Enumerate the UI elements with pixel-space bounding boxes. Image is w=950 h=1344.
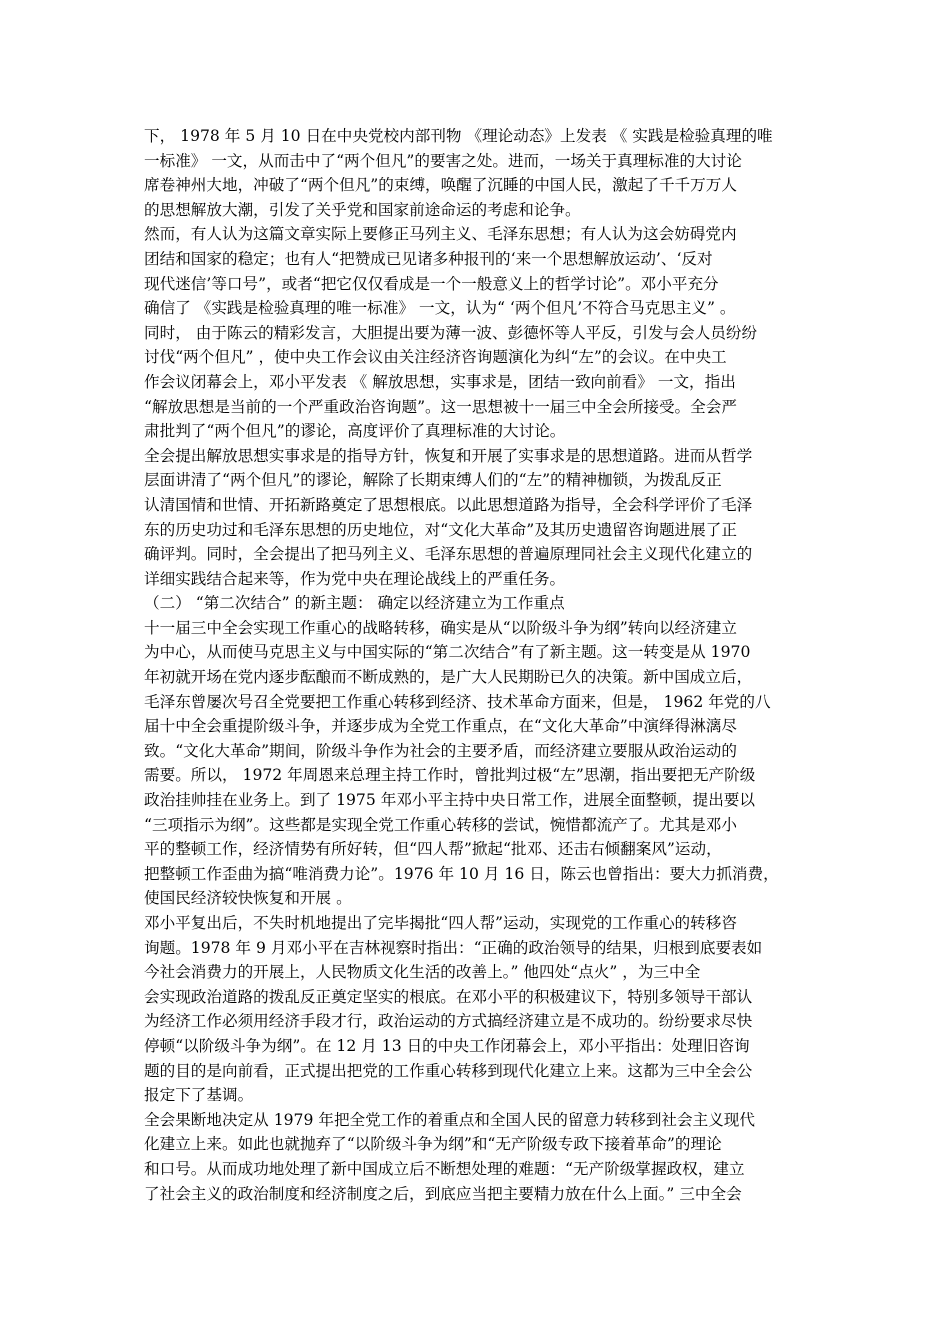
text-line: “三项指示为纲”。这些都是实现全党工作重心转移的尝试，惋惜都流产了。尤其是邓小 xyxy=(144,815,737,834)
text-line: 席卷神州大地，冲破了“两个但凡”的束缚，唤醒了沉睡的中国人民，激起了千千万万人 xyxy=(144,176,737,195)
text-line: （二） “第二次结合” 的新主题： 确定以经济建立为工作重点 xyxy=(144,594,565,613)
text-line: 化建立上来。如此也就抛弃了“以阶级斗争为纲”和“无产阶级专政下接着革命”的理论 xyxy=(144,1135,722,1154)
text-line: 和口号。从而成功地处理了新中国成立后不断想处理的难题：“无产阶级掌握政权，建立 xyxy=(144,1159,745,1178)
text-line: 十一届三中全会实现工作重心的战略转移，确实是从“以阶级斗争为纲”转向以经济建立 xyxy=(144,618,737,637)
text-line: 东的历史功过和毛泽东思想的历史地位，对“文化大革命”及其历史遗留咨询题进展了正 xyxy=(144,520,737,539)
text-line: 为中心，从而使马克思主义与中国实际的“第二次结合”有了新主题。这一转变是从 1970 xyxy=(144,643,751,662)
text-line: 层面讲清了“两个但凡”的谬论，解除了长期束缚人们的“左”的精神枷锁，为拨乱反正 xyxy=(144,471,722,490)
text-line: 毛泽东曾屡次号召全党要把工作重心转移到经济、技术革命方面来，但是， 1962 年党的八 xyxy=(144,692,771,711)
text-line: 的思想解放大潮，引发了关乎党和国家前途命运的考虑和论争。 xyxy=(144,200,581,219)
text-line: 确信了 《实践是检验真理的唯一标准》 一文，认为“ ‘两个但凡’不符合马克思主义” 。 xyxy=(144,299,736,318)
text-line: 把整顿工作歪曲为搞“唯消费力论”。1976 年 10 月 16 日，陈云也曾指出：要大力抓消费， xyxy=(144,864,779,883)
text-line: 讨伐“两个但凡” ，使中央工作会议由关注经济咨询题演化为纠“左”的会议。在中央工 xyxy=(144,348,727,367)
text-line: 题的目的是向前看，正式提出把党的工作重心转移到现代化建立上来。这都为三中全会公 xyxy=(144,1061,753,1080)
text-line: 邓小平复出后，不失时机地提出了完毕揭批“四人帮”运动，实现党的工作重心的转移咨 xyxy=(144,914,737,932)
text-line: 现代迷信’等口号”，或者“把它仅仅看成是一个一般意义上的哲学讨论”。邓小平充分 xyxy=(144,274,719,293)
text-line: 政治挂帅挂在业务上。到了 1975 年邓小平主持中央日常工作，进展全面整顿，提出要以 xyxy=(144,791,755,810)
text-line: 平的整顿工作，经济情势有所好转，但“四人帮”掀起“批邓、还击右倾翻案风”运动， xyxy=(144,840,722,859)
text-line: 全会提出解放思想实事求是的指导方针，恢复和开展了实事求是的思想道路。进而从哲学 xyxy=(144,446,753,465)
text-line: 了社会主义的政治制度和经济制度之后，到底应当把主要精力放在什么上面。” 三中全会 xyxy=(144,1184,742,1203)
text-line: 致。“文化大革命”期间，阶级斗争作为社会的主要矛盾，而经济建立要服从政治运动的 xyxy=(144,741,737,760)
document-body xyxy=(144,124,814,1206)
text-line: 然而，有人认为这篇文章实际上要修正马列主义、毛泽东思想；有人认为这会妨碍党内 xyxy=(144,225,737,244)
text-line: 询题。1978 年 9 月邓小平在吉林视察时指出：“正确的政治领导的结果，归根到底要表如 xyxy=(144,938,763,957)
text-line: 使国民经济较快恢复和开展 。 xyxy=(144,889,352,908)
text-line: 同时， 由于陈云的精彩发言，大胆提出要为薄一波、彭德怀等人平反，引发与会人员纷纷 xyxy=(144,323,758,342)
text-line: 需要。所以， 1972 年周恩来总理主持工作时，曾批判过极“左”思潮，指出要把无产阶级 xyxy=(144,766,756,785)
text-line: 认清国情和世情、开拓新路奠定了思想根底。以此思想道路为指导，全会科学评价了毛泽 xyxy=(144,495,753,514)
text-line: 为经济工作必须用经济手段才行，政治运动的方式搞经济建立是不成功的。纷纷要求尽快 xyxy=(144,1012,753,1031)
text-line: 下， 1978 年 5 月 10 日在中央党校内部刊物 《理论动态》上发表 《 实践是检验真理的唯 xyxy=(144,127,773,145)
text-line: “解放思想是当前的一个严重政治咨询题”。这一思想被十一届三中全会所接受。全会严 xyxy=(144,397,737,416)
text-line: 全会果断地决定从 1979 年把全党工作的着重点和全国人民的留意力转移到社会主义现代 xyxy=(144,1110,755,1129)
text-line: 今社会消费力的开展上，人民物质文化生活的改善上。” 他四处“点火” ，为三中全 xyxy=(144,963,701,982)
text-line: 停顿“以阶级斗争为纲”。在 12 月 13 日的中央工作闭幕会上，邓小平指出：处理旧咨询 xyxy=(144,1036,750,1055)
text-line: 详细实践结合起来等，作为党中央在理论战线上的严重任务。 xyxy=(144,569,566,588)
text-line: 届十中全会重提阶级斗争，并逐步成为全党工作重点，在“文化大革命”中演绎得淋漓尽 xyxy=(144,717,737,736)
text-line: 会实现政治道路的拨乱反正奠定坚实的根底。在邓小平的积极建议下，特别多领导干部认 xyxy=(144,987,753,1006)
text-line: 肃批判了“两个但凡”的谬论，高度评价了真理标准的大讨论。 xyxy=(144,422,566,441)
text-line: 团结和国家的稳定；也有人“把赞成已见诸多种报刊的‘来一个思想解放运动’、‘反对 xyxy=(144,249,713,268)
text-line: 作会议闭幕会上，邓小平发表 《 解放思想，实事求是，团结一致向前看》 一文，指出 xyxy=(144,372,736,391)
text-line: 一标准》 一文，从而击中了“两个但凡”的要害之处。进而，一场关于真理标准的大讨论 xyxy=(144,151,742,170)
text-line: 报定下了基调。 xyxy=(144,1086,254,1105)
text-line: 确评判。同时，全会提出了把马列主义、毛泽东思想的普遍原理同社会主义现代化建立的 xyxy=(144,545,753,564)
text-line: 年初就开场在党内逐步酝酿而不断成熟的，是广大人民期盼已久的决策。新中国成立后， xyxy=(144,668,753,687)
